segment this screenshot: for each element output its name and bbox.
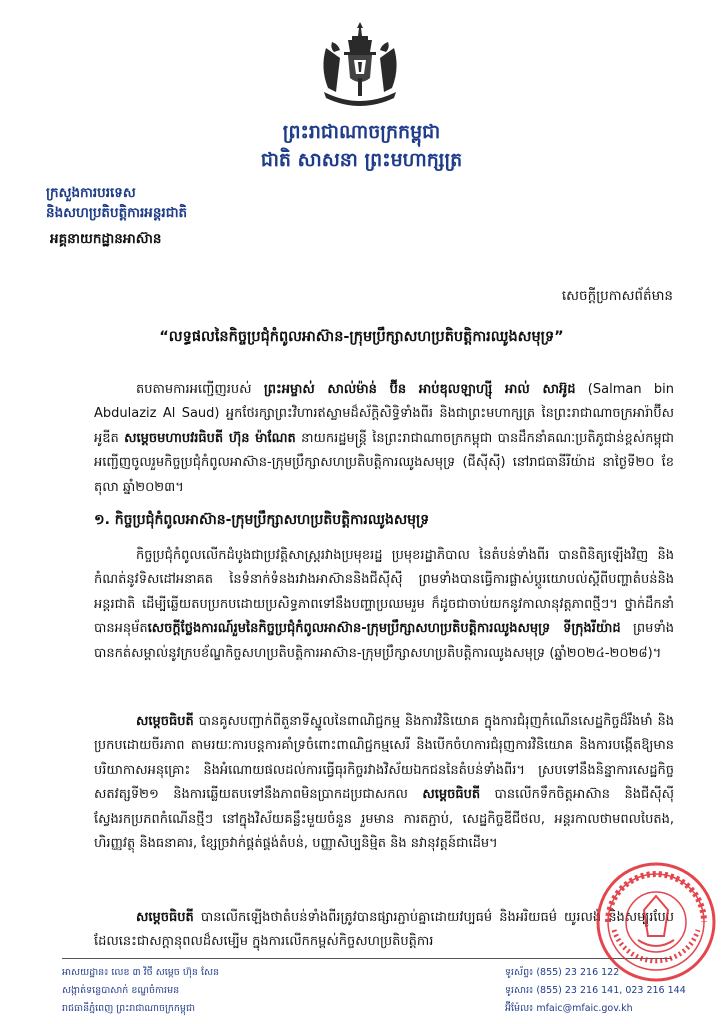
official-seal-stamp-icon xyxy=(594,860,718,984)
p3-text2: បានលើកទឹកចិត្តអាស៊ាន និងជីស៊ីស៊ី ស្វែងរកប្រភពកំណើនថ្មីៗ នៅក្នុងវិស័យគន្លឹះមួយចំនួន រួមមាន ការតភ្ជាប់, សេដ្ឋកិច្ចឌីជីថល, អន្តរកាលថាមពលបៃតង, ហិរញ្ញវត្ថុ និងធនាគារ, ខ្សែច្រវាក់ផ្គត់ផ្គង់តំបន់, បញ្ញាសិប្បនិម្មិត និង នវានុវត្តន៍ជាដើម។ xyxy=(94,787,674,852)
footer-address-line3: រាជធានីភ្នំពេញ ព្រះរាជាណាចក្រកម្ពុជា xyxy=(62,1003,195,1014)
p1-text2: (Salman bin Abdulaziz Al Saud) អ្នកថែរក្សាព្រះវិហារឥស្លាមដ៏ស័ក្តិសិទ្ធិទាំងពីរ និងជាព្រះមហាក្សត្រ នៃព្រះរាជាណាចក្រអារ៉ាប៊ីសអូឌីត xyxy=(94,382,674,446)
section-heading-1: ១. កិច្ចប្រជុំកំពូលអាស៊ាន-ក្រុមប្រឹក្សាសហប្រតិបត្តិការឈូងសមុទ្រ xyxy=(94,512,430,528)
paragraph-1 xyxy=(94,378,674,500)
p3-bold2: សម្តេចធិបតី xyxy=(422,787,481,803)
p1-bold1: ព្រះអម្ចាស់ សាល់ម៉ាន់ ប៊ីន អាប់ឌុលឡាហ្ស៊ី អាល់ សាអ៊ូដ xyxy=(263,382,576,397)
paragraph-2 xyxy=(94,544,674,666)
p2-text2: ព្រមទាំងបានកត់សម្គាល់នូវក្របខ័ណ្ឌកិច្ចសហប្រតិបត្តិការអាស៊ាន-ក្រុមប្រឹក្សាសហប្រតិបត្តិការឈូងសមុទ្រ (ឆ្នាំ២០២៤-២០២៨)។ xyxy=(94,621,675,661)
footer-fax: ទូរសារ៖ (855) 23 216 141, 023 216 144 xyxy=(505,985,686,996)
p1-bold2: សម្តេចមហាបវរធិបតី ហ៊ុន ម៉ាណែត xyxy=(124,430,296,446)
department-name: អគ្គនាយកដ្ឋានអាស៊ាន xyxy=(50,231,162,247)
footer-address-line1: អាសយដ្ឋាន៖ លេខ ៣ វិថី សម្តេច ហ៊ុន សែន xyxy=(62,967,220,978)
document-type: សេចក្តីប្រកាសព័ត៌មាន xyxy=(561,288,673,304)
p4-text1: បានលើកឡើងថាតំបន់ទាំងពីរត្រូវបានផ្សារភ្ជាប់គ្នាដោយវប្បធម៌ និងអរិយធម៌ យូរលង់ និងសម្បូរបែប ដែលនេះជាសក្តានុពលដ៏សម្បើម ក្នុងការលើកកម្ពស់កិច្ចសហប្រតិបត្តិការ xyxy=(94,910,674,950)
p2-text1: កិច្ចប្រជុំកំពូលលើកដំបូងជាប្រវត្តិសាស្ត្ររវាងប្រមុខរដ្ឋ ប្រមុខរដ្ឋាភិបាល នៃតំបន់ទាំងពីរ បានពិនិត្យឡើងវិញ និងកំណត់នូវទិសដៅអនាគត នៃទំនាក់ទំនងរវាងអាស៊ាននិងជីស៊ីស៊ី ព្រមទាំងបានធ្វើការផ្លាស់ប្តូរយោបល់ស្តីពីបញ្ហាតំបន់និងអន្តរជាតិ ដើម្បីឆ្លើយតបប្រកបដោយប្រសិទ្ធភាពទៅនឹងបញ្ហាប្រឈមរួម ក៏ដូចជាចាប់យកនូវកាលានុវត្តភាពថ្មីៗ។ ថ្នាក់ដឹកនាំបានអនុម័ត xyxy=(94,548,674,637)
p1-text1: តបតាមការអញ្ជើញរបស់ xyxy=(136,382,264,397)
paragraph-3 xyxy=(94,710,674,856)
footer-phone: ទូរស័ព្ទ៖ (855) 23 216 122 xyxy=(505,967,620,978)
footer-address-line2: សង្កាត់ទន្លេបាសាក់ ខណ្ឌចំការមន xyxy=(62,985,180,996)
p3-text1: បានគូសបញ្ជាក់ពីតួនាទីស្នូលនៃពាណិជ្ជកម្ម និងការវិនិយោគ ក្នុងការជំរុញកំណើនសេដ្ឋកិច្ចដ៏រឹងមាំ និងប្រកបដោយចីរភាព តាមរយៈការបន្តការគាំទ្រចំពោះពាណិជ្ជកម្មសេរី និងបើកចំហការជំរុញការវិនិយោគ និងការបង្កើតឱ្យមានបរិយាកាសអនុគ្រោះ និងអំណោយផលដល់ការធ្វើធុរកិច្ចរវាងវិស័យឯកជននៃតំបន់ទាំងពីរ។ ស្របទៅនឹងនិន្នាការសេដ្ឋកិច្ចសតវត្សទី២១ និងការឆ្លើយតបទៅនឹងភាពមិនប្រាកដប្រជាសកល xyxy=(94,714,674,803)
kingdom-name: ព្រះរាជាណាចក្រកម្ពុជា xyxy=(282,121,441,143)
royal-arms-emblem-icon xyxy=(314,18,406,114)
p3-bold1: សម្តេចធិបតី xyxy=(136,714,194,729)
p4-bold1: សម្តេចធិបតី xyxy=(136,910,194,925)
p1-text3: នាយករដ្ឋមន្ត្រី នៃព្រះរាជាណាចក្រកម្ពុជា បានដឹកនាំគណៈប្រតិភូជាន់ខ្ពស់កម្ពុជា អញ្ជើញចូលរួមកិច្ចប្រជុំកំពូលអាស៊ាន-ក្រុមប្រឹក្សាសហប្រតិបត្តិការឈូងសមុទ្រ (ជីស៊ីស៊ី) នៅរាជធានីរីយ៉ាដ នាថ្ងៃទី២០ ខែតុលា ឆ្នាំ២០២៣។ xyxy=(94,430,674,495)
national-motto: ជាតិ សាសនា ព្រះមហាក្សត្រ xyxy=(260,149,463,171)
paragraph-4 xyxy=(94,906,674,955)
footer-email: អ៊ីម៉ែល៖ mfaic@mfaic.gov.kh xyxy=(505,1003,633,1014)
document-title: “លទ្ធផលនៃកិច្ចប្រជុំកំពូលអាស៊ាន-ក្រុមប្រឹក្សាសហប្រតិបត្តិការឈូងសមុទ្រ” xyxy=(159,329,564,345)
p2-bold1: សេចក្តីថ្លែងការណ៍រួមនៃកិច្ចប្រជុំកំពូលអាស៊ាន-ក្រុមប្រឹក្សាសហប្រតិបត្តិការឈូងសមុទ្រ ទីក្រុងរីយ៉ាដ xyxy=(147,621,621,637)
ministry-name-line1: ក្រសួងការបរទេស xyxy=(46,185,136,201)
footer-divider xyxy=(62,958,672,959)
ministry-name-line2: និងសហប្រតិបត្តិការអន្តរជាតិ xyxy=(46,205,188,221)
